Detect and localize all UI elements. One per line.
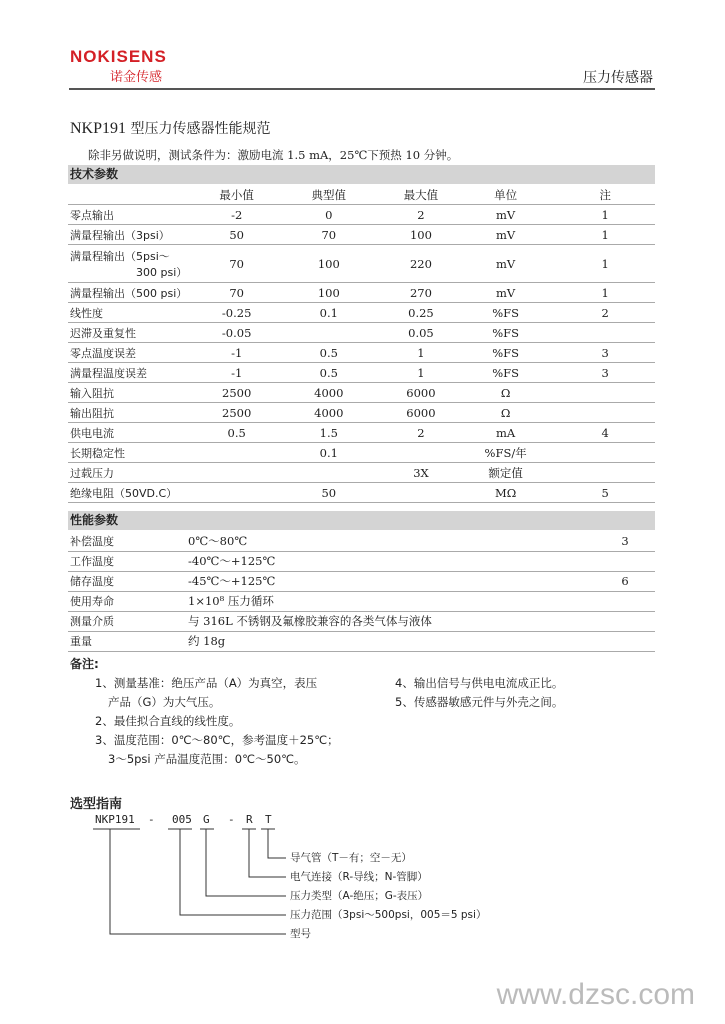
cell-typ: 4000 xyxy=(272,403,387,423)
cell-min: 2500 xyxy=(202,403,272,423)
label-model: 型号 xyxy=(290,928,311,940)
cell-max: 0.05 xyxy=(386,323,456,343)
cell-unit: %FS xyxy=(456,343,556,363)
cell-note: 3 xyxy=(555,363,655,383)
param-name-line-2: 300 psi） xyxy=(136,265,188,279)
note-5: 5、传感器敏感元件与外壳之间。 xyxy=(395,695,564,709)
cell-unit: Ω xyxy=(456,403,556,423)
param-name: 绝缘电阻（50VD.C） xyxy=(68,483,202,503)
company-logo: NOKISENS xyxy=(70,47,167,66)
cell-max: 6000 xyxy=(386,403,456,423)
title-model: NKP191 xyxy=(70,120,127,137)
perf-value: -40℃～+125℃ xyxy=(182,551,595,571)
perf-name: 重量 xyxy=(68,631,182,651)
cell-typ: 50 xyxy=(272,483,387,503)
test-conditions: 除非另做说明，测试条件为：激励电流 1.5 mA，25℃下预热 10 分钟。 xyxy=(88,148,459,162)
perf-name: 工作温度 xyxy=(68,551,182,571)
perf-name: 测量介质 xyxy=(68,611,182,631)
perf-value: 1×10⁸ 压力循环 xyxy=(182,591,595,611)
code-type: G xyxy=(203,813,210,826)
perf-value: -45℃～+125℃ xyxy=(182,571,595,591)
cell-min: -0.05 xyxy=(202,323,272,343)
cell-note: 5 xyxy=(555,483,655,503)
cell-min: -1 xyxy=(202,343,272,363)
param-name-line-1: 满量程输出（5psi～ xyxy=(70,249,170,263)
perf-value: 约 18g xyxy=(182,631,595,651)
note-2: 2、最佳拟合直线的线性度。 xyxy=(95,714,241,728)
perf-value: 0℃～80℃ xyxy=(182,531,595,551)
label-type: 压力类型（A-绝压；G-表压） xyxy=(290,890,429,902)
cell-typ: 0.5 xyxy=(272,363,387,383)
cell-max: 270 xyxy=(386,283,456,303)
perf-name: 储存温度 xyxy=(68,571,182,591)
param-name: 输入阻抗 xyxy=(68,383,202,403)
param-name: 输出阻抗 xyxy=(68,403,202,423)
cell-note: 1 xyxy=(555,225,655,245)
cell-max: 1 xyxy=(386,363,456,383)
leader-tube xyxy=(268,829,286,858)
col-note: 注 xyxy=(555,185,655,205)
cell-note: 3 xyxy=(555,343,655,363)
cell-min: 70 xyxy=(202,283,272,303)
cell-unit: MΩ xyxy=(456,483,556,503)
param-name: 满量程温度误差 xyxy=(68,363,202,383)
cell-unit: %FS xyxy=(456,363,556,383)
leader-range xyxy=(180,829,286,915)
cell-typ: 0.1 xyxy=(272,303,387,323)
cell-max: 220 xyxy=(386,245,456,283)
cell-note: 1 xyxy=(555,283,655,303)
cell-min: 70 xyxy=(202,245,272,283)
cell-min: 2500 xyxy=(202,383,272,403)
cell-typ: 0.5 xyxy=(272,343,387,363)
cell-typ: 70 xyxy=(272,225,387,245)
cell-min: 50 xyxy=(202,225,272,245)
param-name: 长期稳定性 xyxy=(68,443,202,463)
cell-typ: 1.5 xyxy=(272,423,387,443)
cell-min: -2 xyxy=(202,205,272,225)
param-name: 线性度 xyxy=(68,303,202,323)
category-label: 压力传感器 xyxy=(583,70,653,86)
cell-unit: 额定值 xyxy=(456,463,556,483)
selection-heading: 选型指南 xyxy=(70,797,123,812)
param-name: 零点温度误差 xyxy=(68,343,202,363)
cell-unit: mV xyxy=(456,225,556,245)
note-3a: 3、温度范围：0℃～80℃，参考温度＋25℃； xyxy=(95,733,339,747)
param-name: 零点输出 xyxy=(68,205,202,225)
note-1a: 1、测量基准：绝压产品（A）为真空，表压 xyxy=(95,676,318,690)
company-logo-cn: 诺金传感 xyxy=(110,70,163,85)
cell-max: 6000 xyxy=(386,383,456,403)
col-max: 最大值 xyxy=(386,185,456,205)
param-name: 供电电流 xyxy=(68,423,202,443)
code-tube: T xyxy=(265,813,272,826)
tech-section-heading: 技术参数 xyxy=(68,165,655,184)
param-name: 迟滞及重复性 xyxy=(68,323,202,343)
param-name: 过载压力 xyxy=(68,463,202,483)
param-name: 满量程输出（500 psi） xyxy=(68,283,202,303)
leader-type xyxy=(206,829,286,896)
code-dash-1: - xyxy=(148,813,155,826)
param-name: 满量程输出（3psi） xyxy=(68,225,202,245)
leader-model xyxy=(110,829,286,934)
cell-typ: 100 xyxy=(272,283,387,303)
col-unit: 单位 xyxy=(456,185,556,205)
perf-note: 3 xyxy=(595,531,655,551)
label-range: 压力范围（3psi～500psi，005＝5 psi） xyxy=(290,909,487,921)
cell-typ: 4000 xyxy=(272,383,387,403)
cell-unit: Ω xyxy=(456,383,556,403)
cell-max: 100 xyxy=(386,225,456,245)
cell-typ: 100 xyxy=(272,245,387,283)
code-dash-2: - xyxy=(228,813,235,826)
title-text: 型压力传感器性能规范 xyxy=(130,121,271,137)
label-tube: 导气管（T－有；空－无） xyxy=(290,852,412,864)
cell-unit: mV xyxy=(456,283,556,303)
perf-name: 补偿温度 xyxy=(68,531,182,551)
code-model: NKP191 xyxy=(95,813,135,826)
perf-name: 使用寿命 xyxy=(68,591,182,611)
cell-note: 1 xyxy=(555,205,655,225)
cell-unit: mV xyxy=(456,205,556,225)
cell-unit: mA xyxy=(456,423,556,443)
watermark: www.dzsc.com xyxy=(496,978,695,1011)
code-conn: R xyxy=(246,813,253,826)
col-min: 最小值 xyxy=(202,185,272,205)
cell-typ: 0 xyxy=(272,205,387,225)
code-range: 005 xyxy=(172,813,192,826)
cell-typ: 0.1 xyxy=(272,443,387,463)
note-1b: 产品（G）为大气压。 xyxy=(108,695,221,709)
cell-unit: %FS xyxy=(456,303,556,323)
cell-unit: %FS xyxy=(456,323,556,343)
note-4: 4、输出信号与供电电流成正比。 xyxy=(395,676,564,690)
cell-min: -1 xyxy=(202,363,272,383)
cell-max: 2 xyxy=(386,423,456,443)
cell-max: 3X xyxy=(386,463,456,483)
perf-note: 6 xyxy=(595,571,655,591)
cell-note: 4 xyxy=(555,423,655,443)
cell-max: 1 xyxy=(386,343,456,363)
cell-max: 0.25 xyxy=(386,303,456,323)
perf-section-heading: 性能参数 xyxy=(68,511,655,530)
label-conn: 电气连接（R-导线；N-管脚） xyxy=(290,871,428,883)
note-3b: 3～5psi 产品温度范围：0℃～50℃。 xyxy=(108,752,306,766)
cell-min: 0.5 xyxy=(202,423,272,443)
cell-max: 2 xyxy=(386,205,456,225)
cell-note: 1 xyxy=(555,245,655,283)
col-typ: 典型值 xyxy=(272,185,387,205)
perf-value: 与 316L 不锈钢及氟橡胶兼容的各类气体与液体 xyxy=(182,611,595,631)
cell-unit: mV xyxy=(456,245,556,283)
cell-min: -0.25 xyxy=(202,303,272,323)
cell-unit: %FS/年 xyxy=(456,443,556,463)
notes-heading: 备注: xyxy=(70,657,99,671)
cell-note: 2 xyxy=(555,303,655,323)
